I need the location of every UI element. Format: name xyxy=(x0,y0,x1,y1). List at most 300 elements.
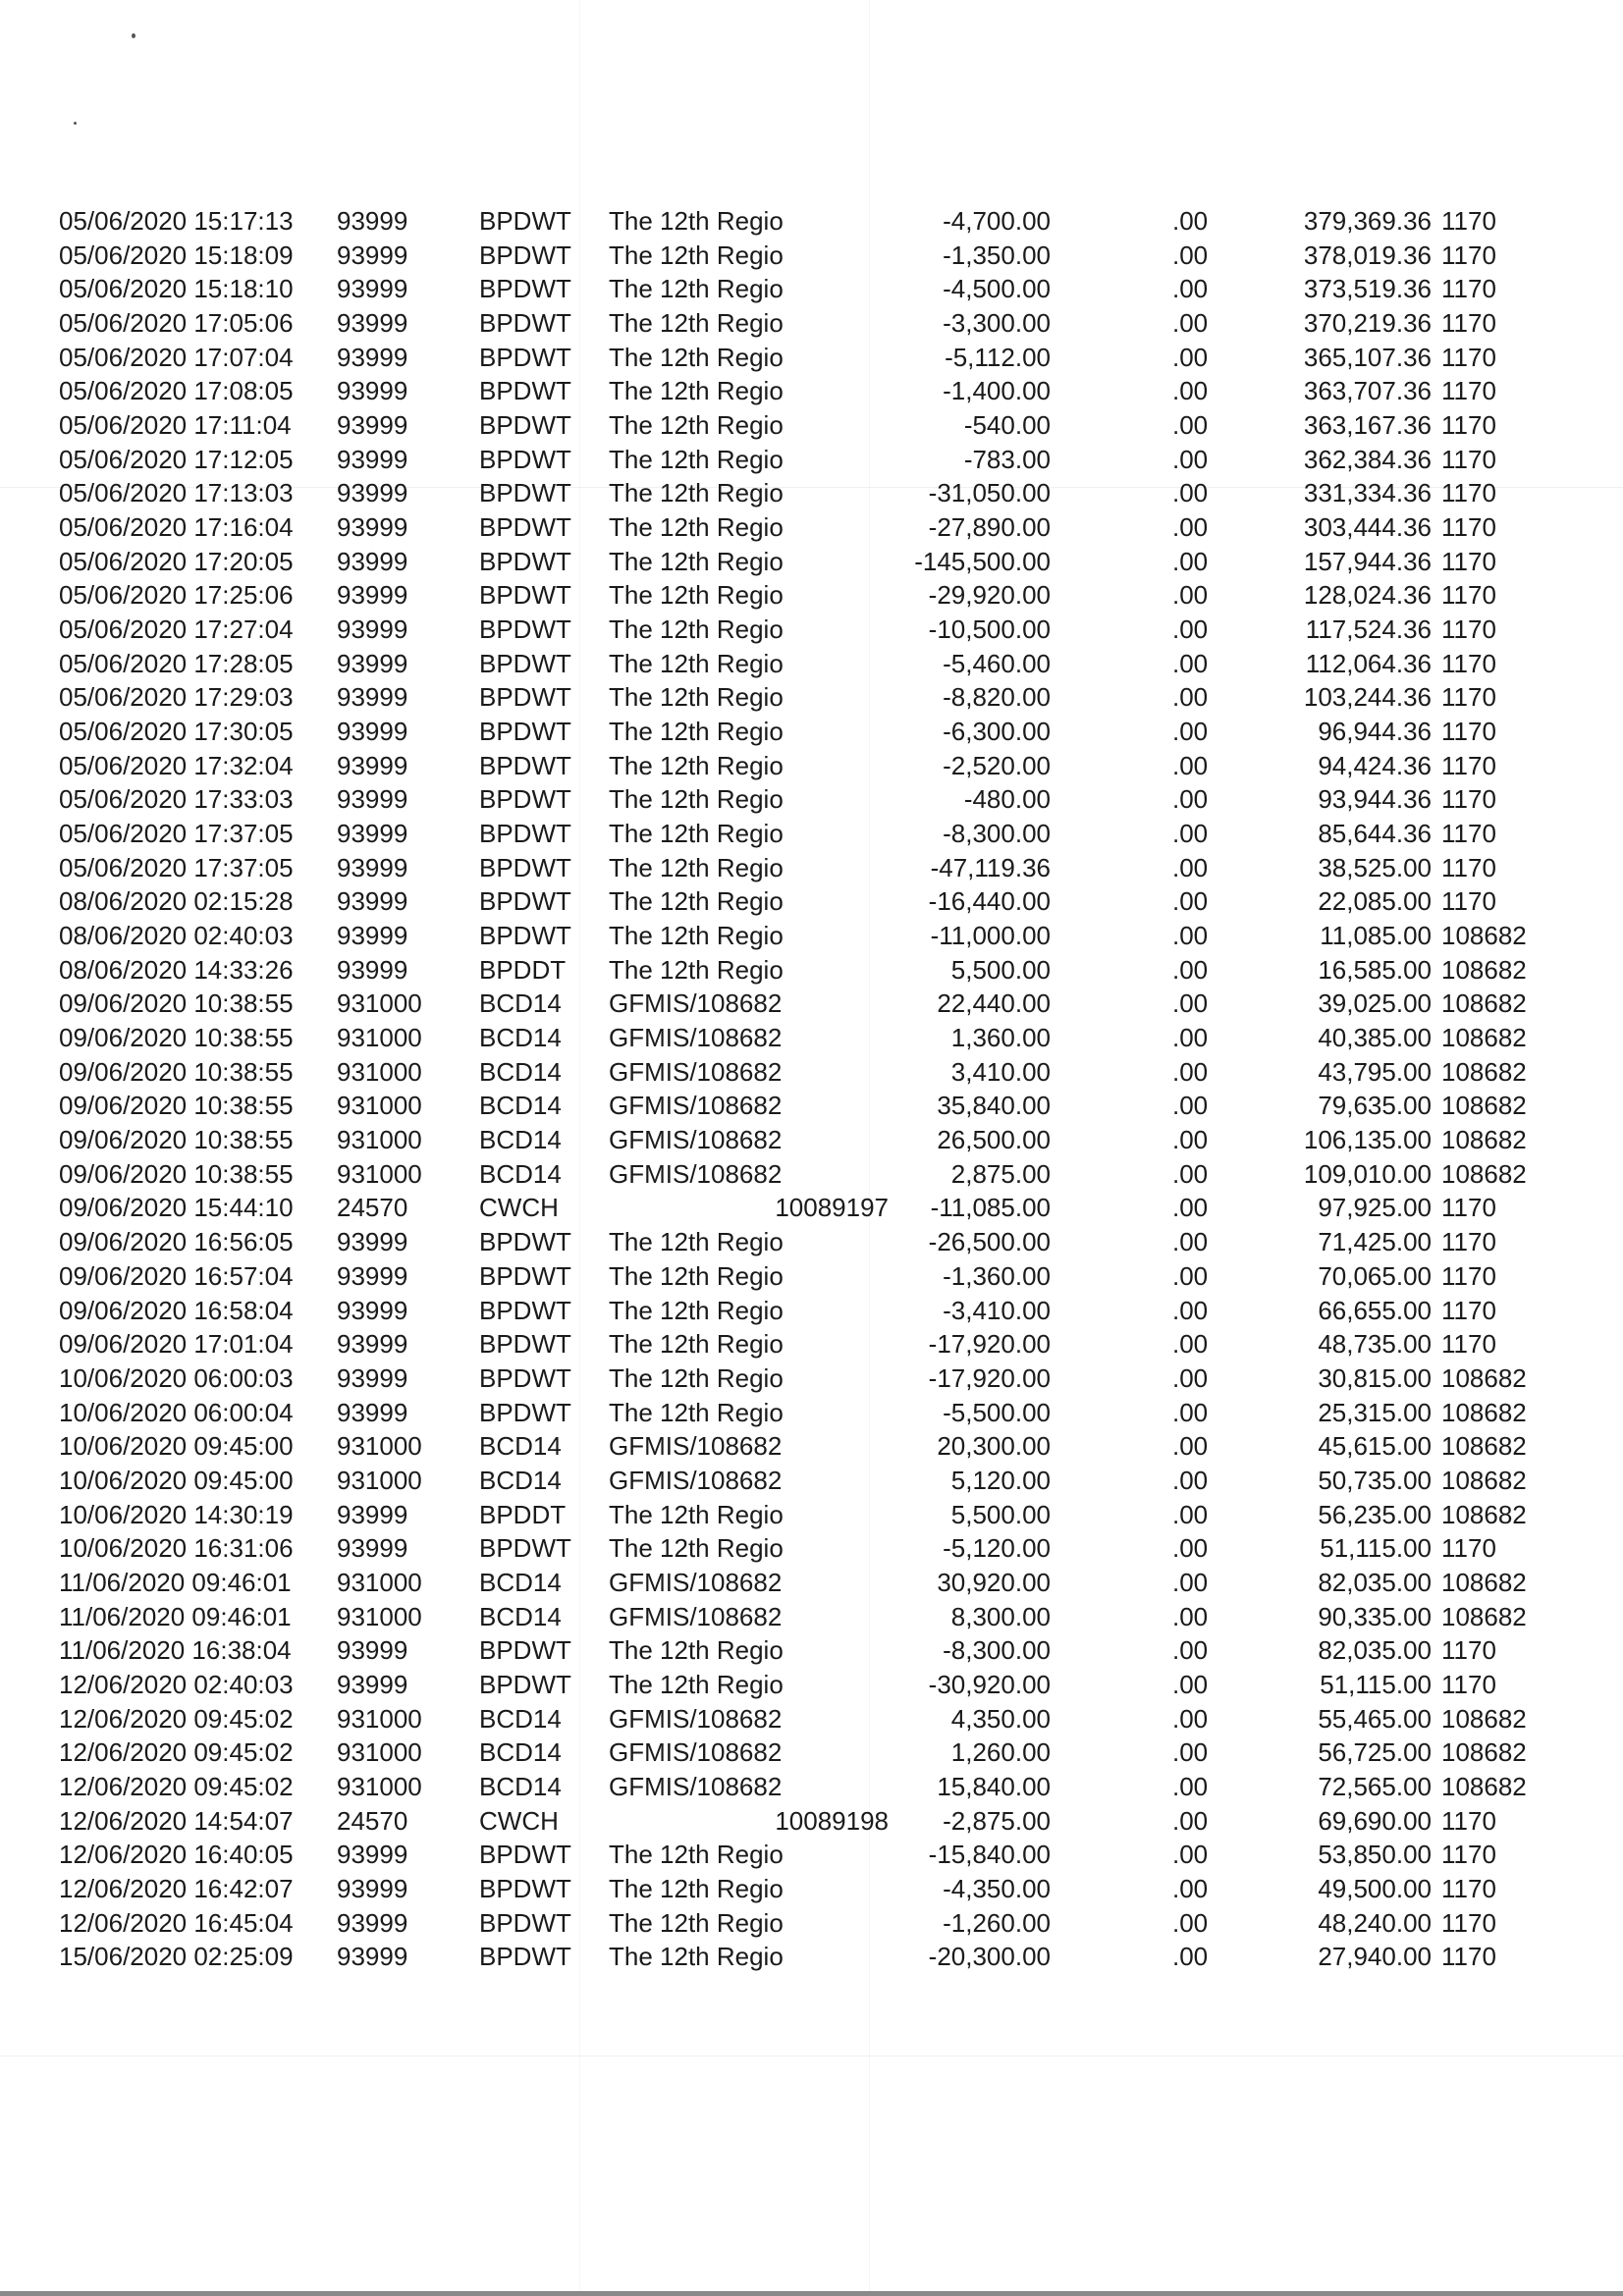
account-code: 1170 xyxy=(1441,1873,1496,1903)
running-balance: 16,585.00 xyxy=(1318,954,1432,985)
transaction-amount: 5,500.00 xyxy=(950,954,1051,985)
transaction-amount: -20,300.00 xyxy=(928,1942,1051,1972)
secondary-amount: .00 xyxy=(1172,376,1209,406)
transaction-type: BPDWT xyxy=(479,580,571,611)
transaction-amount: -47,119.36 xyxy=(930,852,1051,882)
transaction-amount: -6,300.00 xyxy=(943,717,1051,747)
transaction-datetime: 05/06/2020 17:25:06 xyxy=(59,580,294,611)
transaction-datetime: 08/06/2020 02:40:03 xyxy=(59,921,294,951)
transaction-amount: -5,112.00 xyxy=(945,342,1051,372)
transaction-description: GFMIS/108682 xyxy=(609,1567,783,1597)
transaction-datetime: 05/06/2020 17:05:06 xyxy=(59,308,294,339)
transaction-type: BPDWT xyxy=(479,819,571,849)
branch-code: 931000 xyxy=(337,1601,422,1631)
branch-code: 93999 xyxy=(337,1260,408,1291)
secondary-amount: .00 xyxy=(1172,206,1209,236)
table-row xyxy=(0,1294,1623,1328)
secondary-amount: .00 xyxy=(1172,410,1209,441)
transaction-type: BPDWT xyxy=(479,274,571,304)
transaction-description: The 12th Regio xyxy=(609,886,784,917)
branch-code: 931000 xyxy=(337,1465,422,1495)
branch-code: 93999 xyxy=(337,1295,408,1325)
account-code: 108682 xyxy=(1441,1091,1527,1121)
running-balance: 82,035.00 xyxy=(1318,1635,1432,1666)
account-code: 1170 xyxy=(1441,717,1496,747)
transaction-description: The 12th Regio xyxy=(609,206,784,236)
transaction-type: BCD14 xyxy=(479,1567,562,1597)
branch-code: 93999 xyxy=(337,750,408,780)
transaction-description: GFMIS/108682 xyxy=(609,1703,783,1734)
transaction-datetime: 11/06/2020 09:46:01 xyxy=(59,1567,292,1597)
table-row xyxy=(0,1429,1623,1464)
transaction-type: CWCH xyxy=(479,1805,559,1836)
transaction-type: BCD14 xyxy=(479,1737,562,1768)
running-balance: 72,565.00 xyxy=(1318,1771,1432,1801)
table-row xyxy=(0,647,1623,681)
table-row xyxy=(0,1702,1623,1736)
running-balance: 51,115.00 xyxy=(1320,1669,1432,1699)
running-balance: 39,025.00 xyxy=(1318,988,1432,1019)
transaction-description: GFMIS/108682 xyxy=(609,988,783,1019)
secondary-amount: .00 xyxy=(1172,784,1209,815)
table-row xyxy=(0,987,1623,1021)
running-balance: 56,725.00 xyxy=(1318,1737,1432,1768)
secondary-amount: .00 xyxy=(1172,1125,1209,1155)
transaction-amount: 2,875.00 xyxy=(950,1158,1051,1189)
table-row xyxy=(0,1498,1623,1532)
running-balance: 38,525.00 xyxy=(1318,852,1432,882)
transaction-datetime: 15/06/2020 02:25:09 xyxy=(59,1942,294,1972)
scan-speck xyxy=(74,122,77,125)
running-balance: 128,024.36 xyxy=(1303,580,1432,611)
reference-number: 10089197 xyxy=(775,1193,889,1223)
secondary-amount: .00 xyxy=(1172,852,1209,882)
branch-code: 93999 xyxy=(337,478,408,508)
transaction-amount: 22,440.00 xyxy=(937,988,1051,1019)
table-row xyxy=(0,953,1623,988)
transaction-amount: -4,700.00 xyxy=(943,206,1051,236)
transaction-amount: -17,920.00 xyxy=(928,1329,1051,1360)
secondary-amount: .00 xyxy=(1172,274,1209,304)
transaction-datetime: 05/06/2020 15:18:09 xyxy=(59,240,294,270)
table-row xyxy=(0,884,1623,919)
table-row xyxy=(0,1940,1623,1974)
transaction-description: The 12th Regio xyxy=(609,1635,784,1666)
transaction-datetime: 05/06/2020 17:27:04 xyxy=(59,614,294,645)
table-row xyxy=(0,749,1623,783)
branch-code: 931000 xyxy=(337,1056,422,1087)
secondary-amount: .00 xyxy=(1172,819,1209,849)
transaction-amount: 8,300.00 xyxy=(950,1601,1051,1631)
transaction-amount: -5,120.00 xyxy=(943,1533,1051,1564)
secondary-amount: .00 xyxy=(1172,1260,1209,1291)
table-row xyxy=(0,1191,1623,1225)
transaction-type: BPDWT xyxy=(479,444,571,474)
table-row xyxy=(0,510,1623,545)
transaction-datetime: 10/06/2020 14:30:19 xyxy=(59,1499,294,1529)
transaction-amount: -27,890.00 xyxy=(928,512,1051,543)
transaction-type: BPDWT xyxy=(479,1227,571,1257)
secondary-amount: .00 xyxy=(1172,954,1209,985)
transaction-description: The 12th Regio xyxy=(609,410,784,441)
branch-code: 93999 xyxy=(337,717,408,747)
account-code: 108682 xyxy=(1441,1465,1527,1495)
transaction-description: The 12th Regio xyxy=(609,1499,784,1529)
secondary-amount: .00 xyxy=(1172,614,1209,645)
transaction-type: BPDWT xyxy=(479,376,571,406)
branch-code: 93999 xyxy=(337,1397,408,1427)
account-code: 108682 xyxy=(1441,1023,1527,1053)
branch-code: 931000 xyxy=(337,1737,422,1768)
transaction-amount: 5,500.00 xyxy=(950,1499,1051,1529)
transaction-amount: -29,920.00 xyxy=(928,580,1051,611)
secondary-amount: .00 xyxy=(1172,1533,1209,1564)
account-code: 108682 xyxy=(1441,1737,1527,1768)
branch-code: 93999 xyxy=(337,1669,408,1699)
table-row xyxy=(0,1600,1623,1634)
transaction-amount: -145,500.00 xyxy=(914,546,1051,576)
transaction-type: BPDWT xyxy=(479,1397,571,1427)
branch-code: 24570 xyxy=(337,1805,408,1836)
secondary-amount: .00 xyxy=(1172,1703,1209,1734)
running-balance: 11,085.00 xyxy=(1320,921,1432,951)
running-balance: 66,655.00 xyxy=(1318,1295,1432,1325)
transaction-description: The 12th Regio xyxy=(609,1260,784,1291)
account-code: 1170 xyxy=(1441,240,1496,270)
transaction-description: The 12th Regio xyxy=(609,1533,784,1564)
running-balance: 27,940.00 xyxy=(1318,1942,1432,1972)
transaction-datetime: 05/06/2020 17:11:04 xyxy=(59,410,292,441)
transaction-description: The 12th Regio xyxy=(609,954,784,985)
transaction-description: GFMIS/108682 xyxy=(609,1158,783,1189)
secondary-amount: .00 xyxy=(1172,240,1209,270)
transaction-amount: -8,300.00 xyxy=(943,1635,1051,1666)
transaction-description: The 12th Regio xyxy=(609,1840,784,1870)
transaction-amount: 5,120.00 xyxy=(950,1465,1051,1495)
transaction-description: GFMIS/108682 xyxy=(609,1431,783,1462)
running-balance: 25,315.00 xyxy=(1318,1397,1432,1427)
branch-code: 93999 xyxy=(337,614,408,645)
transaction-type: BPDWT xyxy=(479,1260,571,1291)
transaction-description: The 12th Regio xyxy=(609,819,784,849)
secondary-amount: .00 xyxy=(1172,1567,1209,1597)
running-balance: 112,064.36 xyxy=(1305,648,1432,678)
branch-code: 93999 xyxy=(337,1942,408,1972)
transaction-datetime: 09/06/2020 10:38:55 xyxy=(59,1056,294,1087)
transaction-description: GFMIS/108682 xyxy=(609,1125,783,1155)
running-balance: 48,240.00 xyxy=(1318,1907,1432,1938)
table-row xyxy=(0,1804,1623,1839)
table-row xyxy=(0,1770,1623,1804)
transaction-type: BCD14 xyxy=(479,1771,562,1801)
transaction-datetime: 05/06/2020 17:37:05 xyxy=(59,852,294,882)
secondary-amount: .00 xyxy=(1172,1431,1209,1462)
table-row xyxy=(0,715,1623,749)
account-code: 108682 xyxy=(1441,1499,1527,1529)
table-row xyxy=(0,1633,1623,1668)
transaction-type: BPDWT xyxy=(479,1635,571,1666)
table-row xyxy=(0,204,1623,239)
transaction-type: BCD14 xyxy=(479,1431,562,1462)
transaction-amount: -5,460.00 xyxy=(943,648,1051,678)
running-balance: 79,635.00 xyxy=(1318,1091,1432,1121)
transaction-description: GFMIS/108682 xyxy=(609,1056,783,1087)
transaction-type: BCD14 xyxy=(479,988,562,1019)
transaction-description: The 12th Regio xyxy=(609,1669,784,1699)
transaction-amount: -783.00 xyxy=(963,444,1051,474)
transaction-description: The 12th Regio xyxy=(609,308,784,339)
transaction-amount: 1,360.00 xyxy=(950,1023,1051,1053)
transaction-type: BCD14 xyxy=(479,1056,562,1087)
secondary-amount: .00 xyxy=(1172,342,1209,372)
transaction-datetime: 08/06/2020 14:33:26 xyxy=(59,954,294,985)
account-code: 1170 xyxy=(1441,886,1496,917)
transaction-datetime: 11/06/2020 09:46:01 xyxy=(59,1601,292,1631)
table-row xyxy=(0,851,1623,885)
table-row xyxy=(0,680,1623,715)
transaction-description: The 12th Regio xyxy=(609,342,784,372)
transaction-description: The 12th Regio xyxy=(609,512,784,543)
transaction-amount: 30,920.00 xyxy=(937,1567,1051,1597)
account-code: 1170 xyxy=(1441,478,1496,508)
transaction-type: CWCH xyxy=(479,1193,559,1223)
transaction-description: The 12th Regio xyxy=(609,580,784,611)
transaction-datetime: 12/06/2020 14:54:07 xyxy=(59,1805,294,1836)
secondary-amount: .00 xyxy=(1172,1329,1209,1360)
table-row xyxy=(0,1531,1623,1566)
running-balance: 43,795.00 xyxy=(1318,1056,1432,1087)
running-balance: 85,644.36 xyxy=(1318,819,1432,849)
transaction-datetime: 05/06/2020 17:13:03 xyxy=(59,478,294,508)
transaction-amount: -11,000.00 xyxy=(930,921,1051,951)
transaction-datetime: 09/06/2020 10:38:55 xyxy=(59,1023,294,1053)
transaction-amount: -3,410.00 xyxy=(943,1295,1051,1325)
branch-code: 931000 xyxy=(337,1091,422,1121)
running-balance: 69,690.00 xyxy=(1318,1805,1432,1836)
account-code: 1170 xyxy=(1441,342,1496,372)
running-balance: 50,735.00 xyxy=(1318,1465,1432,1495)
transaction-description: The 12th Regio xyxy=(609,546,784,576)
transaction-amount: -10,500.00 xyxy=(928,614,1051,645)
transaction-amount: -26,500.00 xyxy=(928,1227,1051,1257)
transaction-type: BCD14 xyxy=(479,1703,562,1734)
branch-code: 93999 xyxy=(337,512,408,543)
transaction-datetime: 09/06/2020 16:58:04 xyxy=(59,1295,294,1325)
transaction-datetime: 09/06/2020 10:38:55 xyxy=(59,988,294,1019)
transaction-amount: -8,300.00 xyxy=(943,819,1051,849)
branch-code: 93999 xyxy=(337,1533,408,1564)
branch-code: 93999 xyxy=(337,648,408,678)
branch-code: 931000 xyxy=(337,1771,422,1801)
running-balance: 94,424.36 xyxy=(1318,750,1432,780)
account-code: 108682 xyxy=(1441,1431,1527,1462)
transaction-type: BPDWT xyxy=(479,1873,571,1903)
branch-code: 93999 xyxy=(337,376,408,406)
transaction-datetime: 09/06/2020 16:57:04 xyxy=(59,1260,294,1291)
account-code: 108682 xyxy=(1441,1771,1527,1801)
transaction-type: BPDWT xyxy=(479,342,571,372)
secondary-amount: .00 xyxy=(1172,1635,1209,1666)
transaction-amount: -1,260.00 xyxy=(943,1907,1051,1938)
transaction-type: BPDDT xyxy=(479,1499,567,1529)
branch-code: 931000 xyxy=(337,1158,422,1189)
account-code: 1170 xyxy=(1441,1669,1496,1699)
branch-code: 93999 xyxy=(337,444,408,474)
transaction-type: BPDWT xyxy=(479,478,571,508)
transaction-description: The 12th Regio xyxy=(609,1295,784,1325)
secondary-amount: .00 xyxy=(1172,1227,1209,1257)
secondary-amount: .00 xyxy=(1172,886,1209,917)
transaction-datetime: 12/06/2020 09:45:02 xyxy=(59,1771,294,1801)
transaction-type: BPDWT xyxy=(479,648,571,678)
running-balance: 93,944.36 xyxy=(1318,784,1432,815)
transaction-amount: -540.00 xyxy=(963,410,1051,441)
transaction-type: BCD14 xyxy=(479,1601,562,1631)
table-row xyxy=(0,1259,1623,1294)
transaction-amount: 4,350.00 xyxy=(950,1703,1051,1734)
table-row xyxy=(0,1396,1623,1430)
account-code: 108682 xyxy=(1441,1362,1527,1393)
reference-number: 10089198 xyxy=(775,1805,889,1836)
transaction-description: The 12th Regio xyxy=(609,717,784,747)
account-code: 108682 xyxy=(1441,1125,1527,1155)
account-code: 1170 xyxy=(1441,1805,1496,1836)
transaction-type: BCD14 xyxy=(479,1023,562,1053)
branch-code: 931000 xyxy=(337,1567,422,1597)
running-balance: 363,167.36 xyxy=(1303,410,1432,441)
running-balance: 106,135.00 xyxy=(1303,1125,1432,1155)
running-balance: 331,334.36 xyxy=(1303,478,1432,508)
account-code: 108682 xyxy=(1441,1567,1527,1597)
table-row xyxy=(0,374,1623,408)
transaction-datetime: 09/06/2020 15:44:10 xyxy=(59,1193,294,1223)
table-row xyxy=(0,476,1623,510)
transaction-type: BPDWT xyxy=(479,240,571,270)
table-row xyxy=(0,272,1623,306)
transaction-amount: -2,875.00 xyxy=(943,1805,1051,1836)
branch-code: 93999 xyxy=(337,1840,408,1870)
transaction-description: The 12th Regio xyxy=(609,750,784,780)
account-code: 1170 xyxy=(1441,410,1496,441)
account-code: 108682 xyxy=(1441,1397,1527,1427)
transaction-description: The 12th Regio xyxy=(609,1362,784,1393)
secondary-amount: .00 xyxy=(1172,546,1209,576)
transaction-description: The 12th Regio xyxy=(609,1873,784,1903)
table-row xyxy=(0,578,1623,613)
transaction-description: The 12th Regio xyxy=(609,1227,784,1257)
transaction-type: BPDWT xyxy=(479,682,571,713)
branch-code: 93999 xyxy=(337,410,408,441)
table-row xyxy=(0,1668,1623,1702)
transaction-datetime: 10/06/2020 16:31:06 xyxy=(59,1533,294,1564)
secondary-amount: .00 xyxy=(1172,580,1209,611)
transaction-amount: -1,350.00 xyxy=(943,240,1051,270)
table-row xyxy=(0,1327,1623,1362)
account-code: 1170 xyxy=(1441,1840,1496,1870)
branch-code: 93999 xyxy=(337,308,408,339)
transaction-description: The 12th Regio xyxy=(609,1942,784,1972)
transaction-type: BPDWT xyxy=(479,1840,571,1870)
secondary-amount: .00 xyxy=(1172,1737,1209,1768)
transaction-type: BPDWT xyxy=(479,921,571,951)
secondary-amount: .00 xyxy=(1172,1942,1209,1972)
account-code: 1170 xyxy=(1441,1533,1496,1564)
transaction-type: BPDWT xyxy=(479,512,571,543)
transaction-description: GFMIS/108682 xyxy=(609,1601,783,1631)
running-balance: 373,519.36 xyxy=(1303,274,1432,304)
running-balance: 378,019.36 xyxy=(1303,240,1432,270)
table-row xyxy=(0,782,1623,817)
transaction-type: BPDWT xyxy=(479,614,571,645)
account-code: 1170 xyxy=(1441,682,1496,713)
account-code: 1170 xyxy=(1441,1193,1496,1223)
secondary-amount: .00 xyxy=(1172,648,1209,678)
transaction-datetime: 05/06/2020 17:37:05 xyxy=(59,819,294,849)
branch-code: 93999 xyxy=(337,886,408,917)
transaction-amount: 15,840.00 xyxy=(937,1771,1051,1801)
running-balance: 117,524.36 xyxy=(1305,614,1432,645)
table-row xyxy=(0,306,1623,341)
transaction-ledger xyxy=(0,204,1623,1974)
account-code: 1170 xyxy=(1441,819,1496,849)
transaction-description: The 12th Regio xyxy=(609,784,784,815)
account-code: 1170 xyxy=(1441,274,1496,304)
running-balance: 71,425.00 xyxy=(1318,1227,1432,1257)
transaction-amount: -4,500.00 xyxy=(943,274,1051,304)
transaction-type: BPDWT xyxy=(479,1329,571,1360)
transaction-amount: -30,920.00 xyxy=(928,1669,1051,1699)
account-code: 1170 xyxy=(1441,852,1496,882)
running-balance: 365,107.36 xyxy=(1303,342,1432,372)
table-row xyxy=(0,817,1623,851)
table-row xyxy=(0,613,1623,647)
branch-code: 93999 xyxy=(337,206,408,236)
table-row xyxy=(0,1157,1623,1192)
branch-code: 931000 xyxy=(337,988,422,1019)
running-balance: 53,850.00 xyxy=(1318,1840,1432,1870)
transaction-type: BPDWT xyxy=(479,717,571,747)
account-code: 1170 xyxy=(1441,546,1496,576)
running-balance: 22,085.00 xyxy=(1318,886,1432,917)
transaction-datetime: 05/06/2020 17:07:04 xyxy=(59,342,294,372)
secondary-amount: .00 xyxy=(1172,682,1209,713)
secondary-amount: .00 xyxy=(1172,1499,1209,1529)
secondary-amount: .00 xyxy=(1172,1805,1209,1836)
transaction-datetime: 11/06/2020 16:38:04 xyxy=(59,1635,292,1666)
transaction-datetime: 12/06/2020 16:45:04 xyxy=(59,1907,294,1938)
account-code: 1170 xyxy=(1441,444,1496,474)
transaction-description: The 12th Regio xyxy=(609,1397,784,1427)
running-balance: 40,385.00 xyxy=(1318,1023,1432,1053)
account-code: 1170 xyxy=(1441,1329,1496,1360)
transaction-amount: -15,840.00 xyxy=(928,1840,1051,1870)
secondary-amount: .00 xyxy=(1172,1873,1209,1903)
table-row xyxy=(0,545,1623,579)
secondary-amount: .00 xyxy=(1172,1023,1209,1053)
table-row xyxy=(0,1906,1623,1941)
table-row xyxy=(0,1123,1623,1157)
branch-code: 931000 xyxy=(337,1703,422,1734)
secondary-amount: .00 xyxy=(1172,1362,1209,1393)
branch-code: 93999 xyxy=(337,819,408,849)
running-balance: 157,944.36 xyxy=(1303,546,1432,576)
transaction-description: The 12th Regio xyxy=(609,240,784,270)
transaction-description: The 12th Regio xyxy=(609,444,784,474)
account-code: 1170 xyxy=(1441,1260,1496,1291)
running-balance: 103,244.36 xyxy=(1303,682,1432,713)
secondary-amount: .00 xyxy=(1172,1295,1209,1325)
transaction-datetime: 12/06/2020 16:42:07 xyxy=(59,1873,294,1903)
